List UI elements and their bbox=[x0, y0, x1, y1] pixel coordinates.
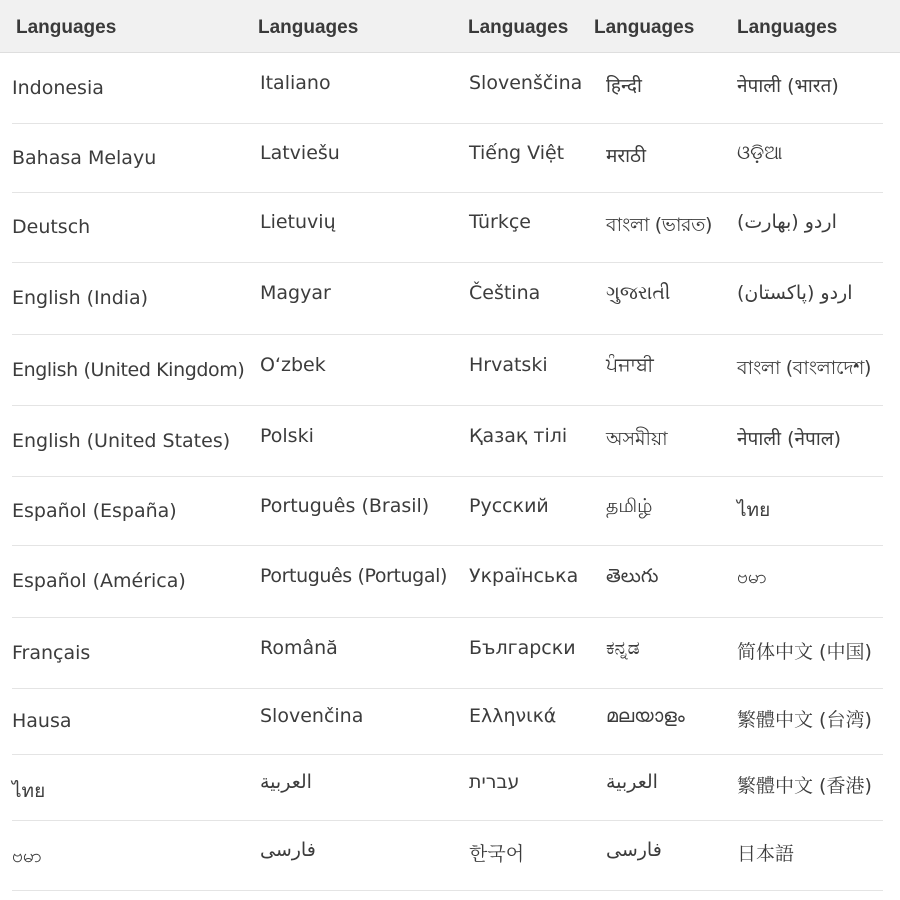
language-link[interactable]: தமிழ் bbox=[606, 494, 653, 517]
language-link[interactable]: অসমীয়া bbox=[606, 427, 668, 450]
language-link[interactable]: English (India) bbox=[12, 287, 149, 309]
column-header: Languages bbox=[468, 17, 569, 38]
language-link[interactable]: 简体中文 (中国) bbox=[737, 640, 872, 663]
language-link[interactable]: मराठी bbox=[606, 144, 647, 167]
row-divider bbox=[12, 334, 883, 335]
language-link[interactable]: Polski bbox=[260, 424, 314, 447]
language-link[interactable]: Español (América) bbox=[12, 570, 186, 592]
language-link[interactable]: Қазақ тілі bbox=[469, 424, 568, 447]
language-link[interactable]: Bahasa Melayu bbox=[12, 146, 157, 169]
language-link[interactable]: Français bbox=[12, 641, 91, 664]
language-link[interactable]: हिन्दी bbox=[606, 74, 642, 97]
language-link[interactable]: English (United Kingdom) bbox=[12, 358, 245, 381]
row-divider bbox=[12, 192, 883, 193]
language-link[interactable]: اردو (بھارت) bbox=[737, 211, 837, 233]
language-link[interactable]: Ελληνικά bbox=[469, 705, 557, 727]
language-link[interactable]: Português (Portugal) bbox=[260, 565, 447, 587]
language-link[interactable]: नेपाली (भारत) bbox=[737, 74, 839, 97]
language-link[interactable]: Čeština bbox=[469, 282, 541, 304]
language-link[interactable]: ಕನ್ನಡ bbox=[606, 636, 640, 659]
column-header: Languages bbox=[258, 17, 359, 38]
language-link[interactable]: Deutsch bbox=[12, 216, 91, 238]
row-divider bbox=[12, 545, 883, 546]
language-link[interactable]: ไทย bbox=[737, 498, 771, 521]
column-header: Languages bbox=[737, 17, 838, 38]
language-link[interactable]: Indonesia bbox=[12, 76, 104, 99]
language-link[interactable]: 繁體中文 (香港) bbox=[737, 775, 872, 797]
language-link[interactable]: Русский bbox=[469, 494, 549, 517]
language-link[interactable]: עברית bbox=[469, 771, 520, 793]
language-link[interactable]: Hausa bbox=[12, 710, 72, 732]
language-link[interactable]: اردو (پاکستان) bbox=[737, 282, 853, 304]
table-header bbox=[0, 0, 900, 53]
language-link[interactable]: ဗမာ bbox=[12, 845, 42, 867]
language-link[interactable]: 日本語 bbox=[737, 843, 795, 865]
language-link[interactable]: ગુજરાતી bbox=[606, 282, 671, 304]
language-link[interactable]: Slovenščina bbox=[469, 71, 583, 94]
language-link[interactable]: Magyar bbox=[260, 282, 331, 304]
language-link[interactable]: العربية bbox=[606, 771, 658, 793]
row-divider bbox=[12, 123, 883, 124]
row-divider bbox=[12, 688, 883, 689]
row-divider bbox=[12, 476, 883, 477]
language-link[interactable]: বাংলা (বাংলাদেশ) bbox=[737, 356, 871, 379]
language-link[interactable]: 한국어 bbox=[469, 843, 525, 865]
language-link[interactable]: Hrvatski bbox=[469, 353, 548, 376]
language-link[interactable]: Lietuvių bbox=[260, 211, 336, 233]
language-link[interactable]: Latviešu bbox=[260, 141, 340, 164]
language-link[interactable]: فارسی bbox=[606, 839, 662, 861]
language-link[interactable]: ဗမာ bbox=[737, 566, 767, 588]
language-link[interactable]: Български bbox=[469, 636, 576, 659]
language-link[interactable]: Tiếng Việt bbox=[469, 141, 565, 164]
row-divider bbox=[12, 262, 883, 263]
row-divider bbox=[12, 754, 883, 755]
column-header: Languages bbox=[16, 17, 117, 38]
language-link[interactable]: 繁體中文 (台湾) bbox=[737, 709, 872, 731]
column-header: Languages bbox=[594, 17, 695, 38]
language-link[interactable]: తెలుగు bbox=[606, 565, 659, 587]
row-divider bbox=[12, 617, 883, 618]
language-link[interactable]: नेपाली (नेपाल) bbox=[737, 427, 842, 450]
language-link[interactable]: العربية bbox=[260, 771, 312, 793]
language-link[interactable]: Українська bbox=[469, 565, 579, 587]
language-link[interactable]: Română bbox=[260, 636, 338, 659]
language-link[interactable]: Español (España) bbox=[12, 499, 177, 522]
row-divider bbox=[12, 405, 883, 406]
language-link[interactable]: Türkçe bbox=[469, 211, 531, 233]
language-link[interactable]: മലയാളം bbox=[606, 705, 685, 727]
row-divider bbox=[12, 890, 883, 891]
language-link[interactable]: Português (Brasil) bbox=[260, 494, 430, 517]
language-link[interactable]: বাংলা (ভারত) bbox=[606, 214, 712, 236]
language-link[interactable]: English (United States) bbox=[12, 429, 231, 452]
language-link[interactable]: فارسی bbox=[260, 839, 316, 861]
language-link[interactable]: ไทย bbox=[12, 780, 46, 802]
row-divider bbox=[12, 820, 883, 821]
language-link[interactable]: ਪੰਜਾਬੀ bbox=[606, 353, 654, 376]
language-link[interactable]: ଓଡ଼ିଆ bbox=[737, 141, 783, 164]
language-link[interactable]: O‘zbek bbox=[260, 353, 326, 376]
language-link[interactable]: Italiano bbox=[260, 71, 331, 94]
language-link[interactable]: Slovenčina bbox=[260, 705, 364, 727]
